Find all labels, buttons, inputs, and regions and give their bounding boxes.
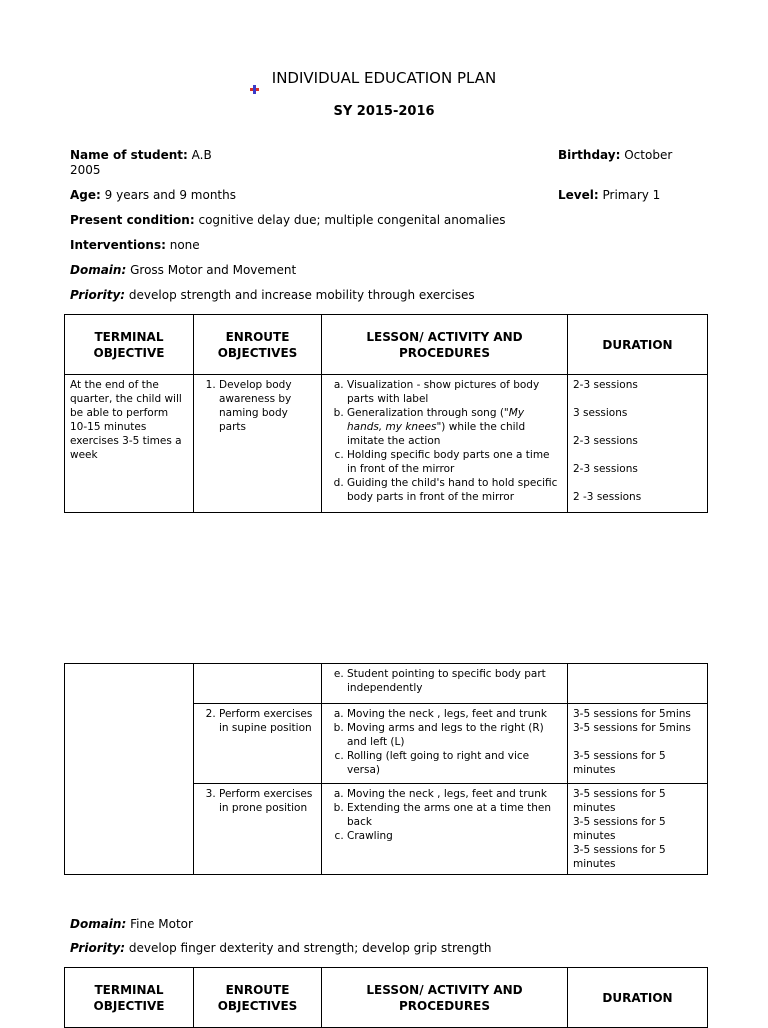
student-name-value: A.B xyxy=(191,148,212,162)
duration-cell xyxy=(568,784,708,875)
age-field xyxy=(70,188,236,203)
lesson-item-c: c. Rolling (left going to right and vice versa) xyxy=(347,749,562,777)
header-lesson-activity: LESSON/ ACTIVITY AND PROCEDURES xyxy=(322,968,568,1028)
enroute-item-1: 1. Develop body awareness by naming body parts xyxy=(219,378,316,434)
priority-label: Priority: xyxy=(70,288,126,302)
student-name-label: Name of student: xyxy=(70,148,188,162)
priority-value: develop finger dexterity and strength; develop grip strength xyxy=(128,941,492,955)
condition-label: Present condition: xyxy=(70,213,195,227)
student-name-field xyxy=(70,148,270,178)
enroute-objective-cell xyxy=(194,375,322,513)
interventions-field xyxy=(70,238,200,253)
header-lesson-activity: LESSON/ ACTIVITY AND PROCEDURES xyxy=(322,315,568,375)
duration-item: 3-5 sessions for 5 minutes xyxy=(573,750,666,776)
duration-cell xyxy=(568,704,708,784)
iep-table-continued xyxy=(64,663,708,875)
domain-label: Domain: xyxy=(70,263,127,277)
priority-fine-motor xyxy=(70,941,492,956)
birthday-field xyxy=(558,148,718,163)
lesson-item-a: a. Visualization - show pictures of body parts with label xyxy=(347,378,562,406)
duration-item: 2-3 sessions xyxy=(573,379,638,391)
duration-item: 3-5 sessions for 5mins xyxy=(573,722,691,734)
lesson-item-c: c. Holding specific body parts one a time in front of the mirror xyxy=(347,448,562,476)
age-label: Age: xyxy=(70,188,101,202)
enroute-item-3: 3. Perform exercises in prone position xyxy=(219,787,316,815)
enroute-objective-cell xyxy=(194,704,322,784)
school-year: SY 2015-2016 xyxy=(333,104,435,119)
header-duration: DURATION xyxy=(568,968,708,1028)
domain-label: Domain: xyxy=(70,917,127,931)
level-value: Primary 1 xyxy=(602,188,661,202)
level-field xyxy=(558,188,660,203)
lesson-item-e: e. Student pointing to specific body part independently xyxy=(347,667,562,695)
lesson-cell xyxy=(322,784,568,875)
duration-item: 3-5 sessions for 5 minutes xyxy=(573,788,666,814)
interventions-label: Interventions: xyxy=(70,238,166,252)
level-label: Level: xyxy=(558,188,599,202)
duration-item: 3-5 sessions for 5 minutes xyxy=(573,844,666,870)
duration-item: 3 sessions xyxy=(573,407,628,419)
lesson-item-a: a. Moving the neck , legs, feet and trunk xyxy=(347,707,562,721)
iep-table-gross-motor xyxy=(64,314,708,513)
birthday-value: October xyxy=(624,148,673,162)
lesson-item-a: a. Moving the neck , legs, feet and trunk xyxy=(347,787,562,801)
condition-value: cognitive delay due; multiple congenital anomalies xyxy=(198,213,506,227)
interventions-value: none xyxy=(169,238,200,252)
terminal-objective-cell: At the end of the quarter, the child will be able to perform 10-15 minutes exercises 3-5 times a week xyxy=(65,375,194,513)
lesson-item-b: b. Moving arms and legs to the right (R) and left (L) xyxy=(347,721,562,749)
terminal-objective-cell-empty xyxy=(65,664,194,875)
duration-item: 2 -3 sessions xyxy=(573,491,642,503)
domain-value: Gross Motor and Movement xyxy=(130,263,297,277)
header-terminal-objective: TERMINAL OBJECTIVE xyxy=(65,968,194,1028)
domain-value: Fine Motor xyxy=(130,917,193,931)
enroute-objective-cell xyxy=(194,784,322,875)
header-enroute-objectives: ENROUTE OBJECTIVES xyxy=(194,968,322,1028)
duration-cell-empty xyxy=(568,664,708,704)
enroute-cell-empty xyxy=(194,664,322,704)
duration-cell xyxy=(568,375,708,513)
domain-gross-motor xyxy=(70,263,296,278)
enroute-item-2: 2. Perform exercises in supine position xyxy=(219,707,316,735)
lesson-item-b: b. Generalization through song ("My hands, my knees") while the child imitate the action xyxy=(347,406,562,448)
student-name-year: 2005 xyxy=(70,163,101,177)
lesson-item-b: b. Extending the arms one at a time then back xyxy=(347,801,562,829)
header-enroute-objectives: ENROUTE OBJECTIVES xyxy=(194,315,322,375)
lesson-item-d: d. Guiding the child's hand to hold specific body parts in front of the mirror xyxy=(347,476,562,504)
priority-label: Priority: xyxy=(70,941,126,955)
header-terminal-objective: TERMINAL OBJECTIVE xyxy=(65,315,194,375)
lesson-item-c: c. Crawling xyxy=(347,829,562,843)
lesson-cell xyxy=(322,664,568,704)
duration-item: 3-5 sessions for 5mins xyxy=(573,708,691,720)
priority-value: develop strength and increase mobility through exercises xyxy=(128,288,475,302)
domain-fine-motor xyxy=(70,917,193,932)
age-value: 9 years and 9 months xyxy=(104,188,236,202)
lesson-cell xyxy=(322,704,568,784)
priority-gross-motor xyxy=(70,288,475,303)
header-duration: DURATION xyxy=(568,315,708,375)
iep-table-fine-motor xyxy=(64,967,708,1028)
duration-item: 2-3 sessions xyxy=(573,435,638,447)
duration-item: 2-3 sessions xyxy=(573,463,638,475)
page-title: INDIVIDUAL EDUCATION PLAN xyxy=(271,69,497,87)
condition-field xyxy=(70,213,506,228)
duration-item: 3-5 sessions for 5 minutes xyxy=(573,816,666,842)
lesson-cell xyxy=(322,375,568,513)
birthday-label: Birthday: xyxy=(558,148,621,162)
